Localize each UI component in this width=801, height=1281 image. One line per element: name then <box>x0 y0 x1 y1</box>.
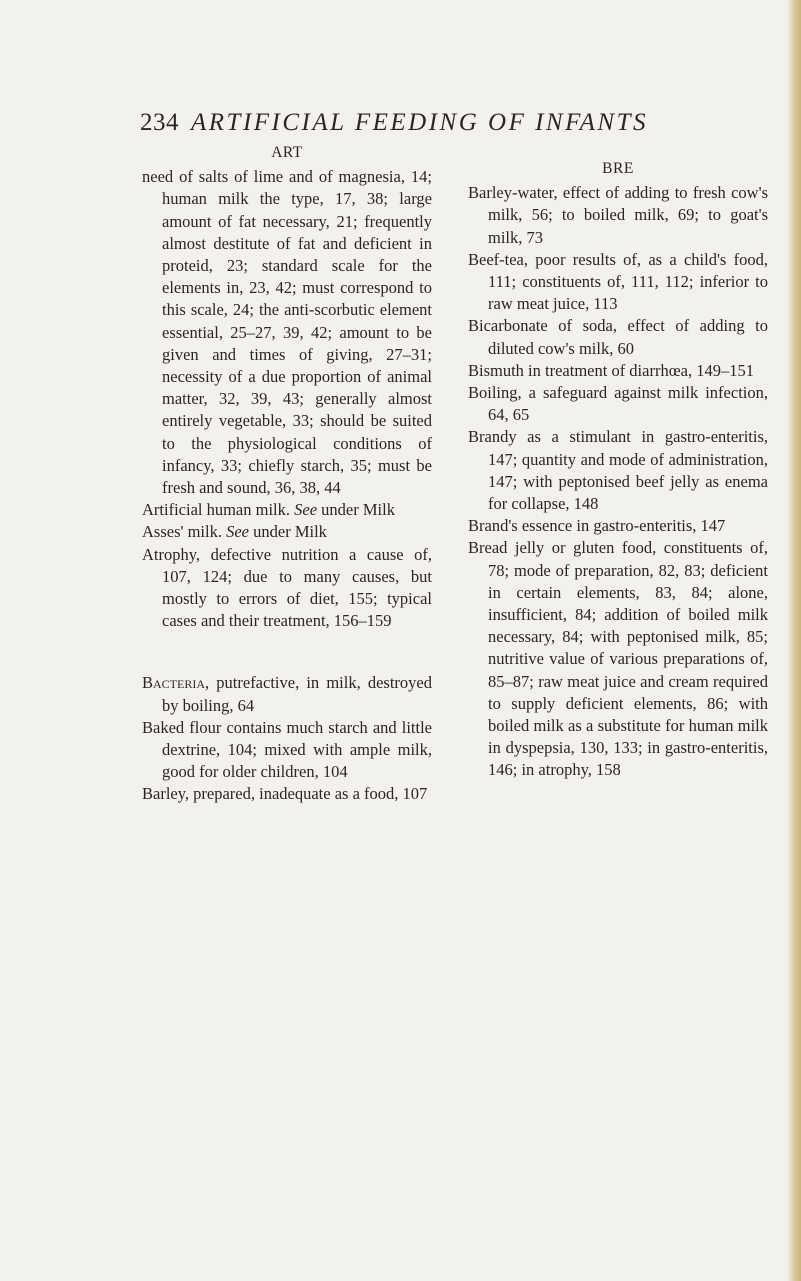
running-title: ARTIFICIAL FEEDING OF INFANTS <box>191 109 648 136</box>
section-gap <box>142 632 432 672</box>
index-column-left <box>142 142 432 806</box>
index-entry: Barley-water, effect of adding to fresh cow's milk, 56; to boiled milk, 69; to goat's milk, 73 <box>468 183 768 247</box>
index-entry: Barley, prepared, inadequate as a food, 107 <box>142 784 428 804</box>
index-entry: Bread jelly or gluten food, constituents of, 78; mode of preparation, 82, 83; deficient in certain elements, 83, 84; alone, insufficient, 84; addition of boiled milk necessary, 84; with peptonised milk, 85; nutritive value of various preparations of, 85–87; raw meat juice and cream required to supply deficient elements, 86; with boiled milk as a substitute for human milk in dyspepsia, 130, 133; in gastro-enteritis, 146; in atrophy, 158 <box>468 538 768 780</box>
index-column-right <box>468 142 768 782</box>
page-number: 234 <box>140 109 179 136</box>
index-entry: Artificial human milk. See under Milk <box>142 500 395 520</box>
index-entry: need of salts of lime and of magnesia, 14; human milk the type, 17, 38; large amount of fat necessary, 21; frequently almost destitute of fat and deficient in proteid, 23; standard scale for the elements in, 23, 42; must correspond to this scale, 24; the anti-scorbutic element essential, 25–27, 39, 42; amount to be given and times of giving, 27–31; necessity of a due proportion of animal matter, 32, 39, 43; generally almost entirely vegetable, 33; should be suited to the physiological conditions of infancy, 33; chiefly starch, 35; must be fresh and sound, 36, 38, 44 <box>142 167 432 498</box>
index-entry: Bacteria, putrefactive, in milk, destroyed by boiling, 64 <box>142 673 432 715</box>
running-head <box>140 108 720 138</box>
index-entry: Atrophy, defective nutrition a cause of, 107, 124; due to many causes, but mostly to errors of diet, 155; typical cases and their treatment, 156–159 <box>142 544 432 631</box>
index-entry: Bismuth in treatment of diarrhœa, 149–151 <box>468 360 754 380</box>
index-entry: Brandy as a stimulant in gastro-enteritis, 147; quantity and mode of administration, 147; with peptonised beef jelly as enema for collapse, 148 <box>468 427 768 514</box>
index-entry: Bicarbonate of soda, effect of adding to diluted cow's milk, 60 <box>468 316 768 358</box>
column-guide-word: ART <box>271 144 303 161</box>
index-entry: Beef-tea, poor results of, as a child's food, 111; constituents of, 111, 112; inferior to raw meat juice, 113 <box>468 249 768 314</box>
index-entry: Asses' milk. See under Milk <box>142 522 327 542</box>
page-edge <box>787 0 801 1281</box>
column-guide-word: BRE <box>602 160 634 177</box>
index-entry: Boiling, a safeguard against milk infection, 64, 65 <box>468 383 768 425</box>
index-entry: Brand's essence in gastro-enteritis, 147 <box>468 516 726 536</box>
index-entry: Baked flour contains much starch and little dextrine, 104; mixed with ample milk, good for older children, 104 <box>142 717 432 782</box>
